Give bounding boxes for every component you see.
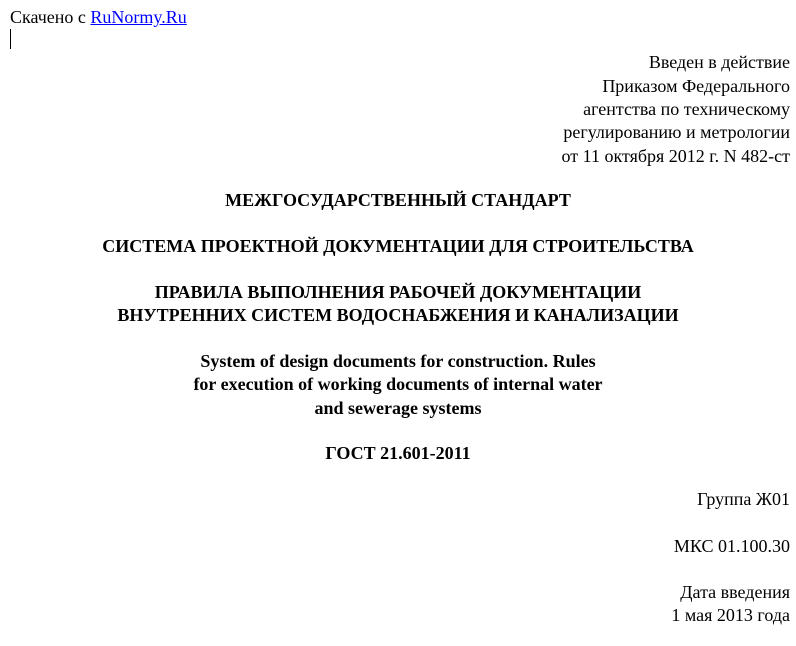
english-title-line-2: for execution of working documents of internal water [193, 374, 603, 394]
source-link[interactable]: RuNormy.Ru [90, 7, 187, 27]
rules-title-line-1: ПРАВИЛА ВЫПОЛНЕНИЯ РАБОЧЕЙ ДОКУМЕНТАЦИИ [154, 282, 642, 302]
introduced-line-4: регулированию и метрологии [563, 122, 790, 142]
gost-number: ГОСТ 21.601-2011 [325, 443, 471, 463]
effective-date-value: 1 мая 2013 года [671, 605, 790, 625]
effective-date-label: Дата введения [680, 582, 790, 602]
group-code: Группа Ж01 [697, 489, 790, 509]
source-line [10, 6, 187, 28]
introduced-line-3: агентства по техническому [583, 99, 790, 119]
mks-code: МКС 01.100.30 [673, 536, 790, 556]
system-title-heading: СИСТЕМА ПРОЕКТНОЙ ДОКУМЕНТАЦИИ ДЛЯ СТРОИТЕЛЬСТВА [102, 236, 694, 256]
english-title-line-3: and sewerage systems [314, 398, 482, 418]
introduced-line-2: Приказом Федерального [602, 76, 790, 96]
standard-type-heading: МЕЖГОСУДАРСТВЕННЫЙ СТАНДАРТ [225, 190, 571, 210]
source-prefix: Скачено с [10, 7, 91, 27]
english-title-line-1: System of design documents for construction. Rules [200, 351, 596, 371]
introduced-line-5: от 11 октября 2012 г. N 482-ст [561, 146, 790, 166]
text-cursor [10, 29, 11, 49]
introduced-line-1: Введен в действие [648, 52, 790, 72]
rules-title-line-2: ВНУТРЕННИХ СИСТЕМ ВОДОСНАБЖЕНИЯ И КАНАЛИЗАЦИИ [117, 305, 679, 325]
